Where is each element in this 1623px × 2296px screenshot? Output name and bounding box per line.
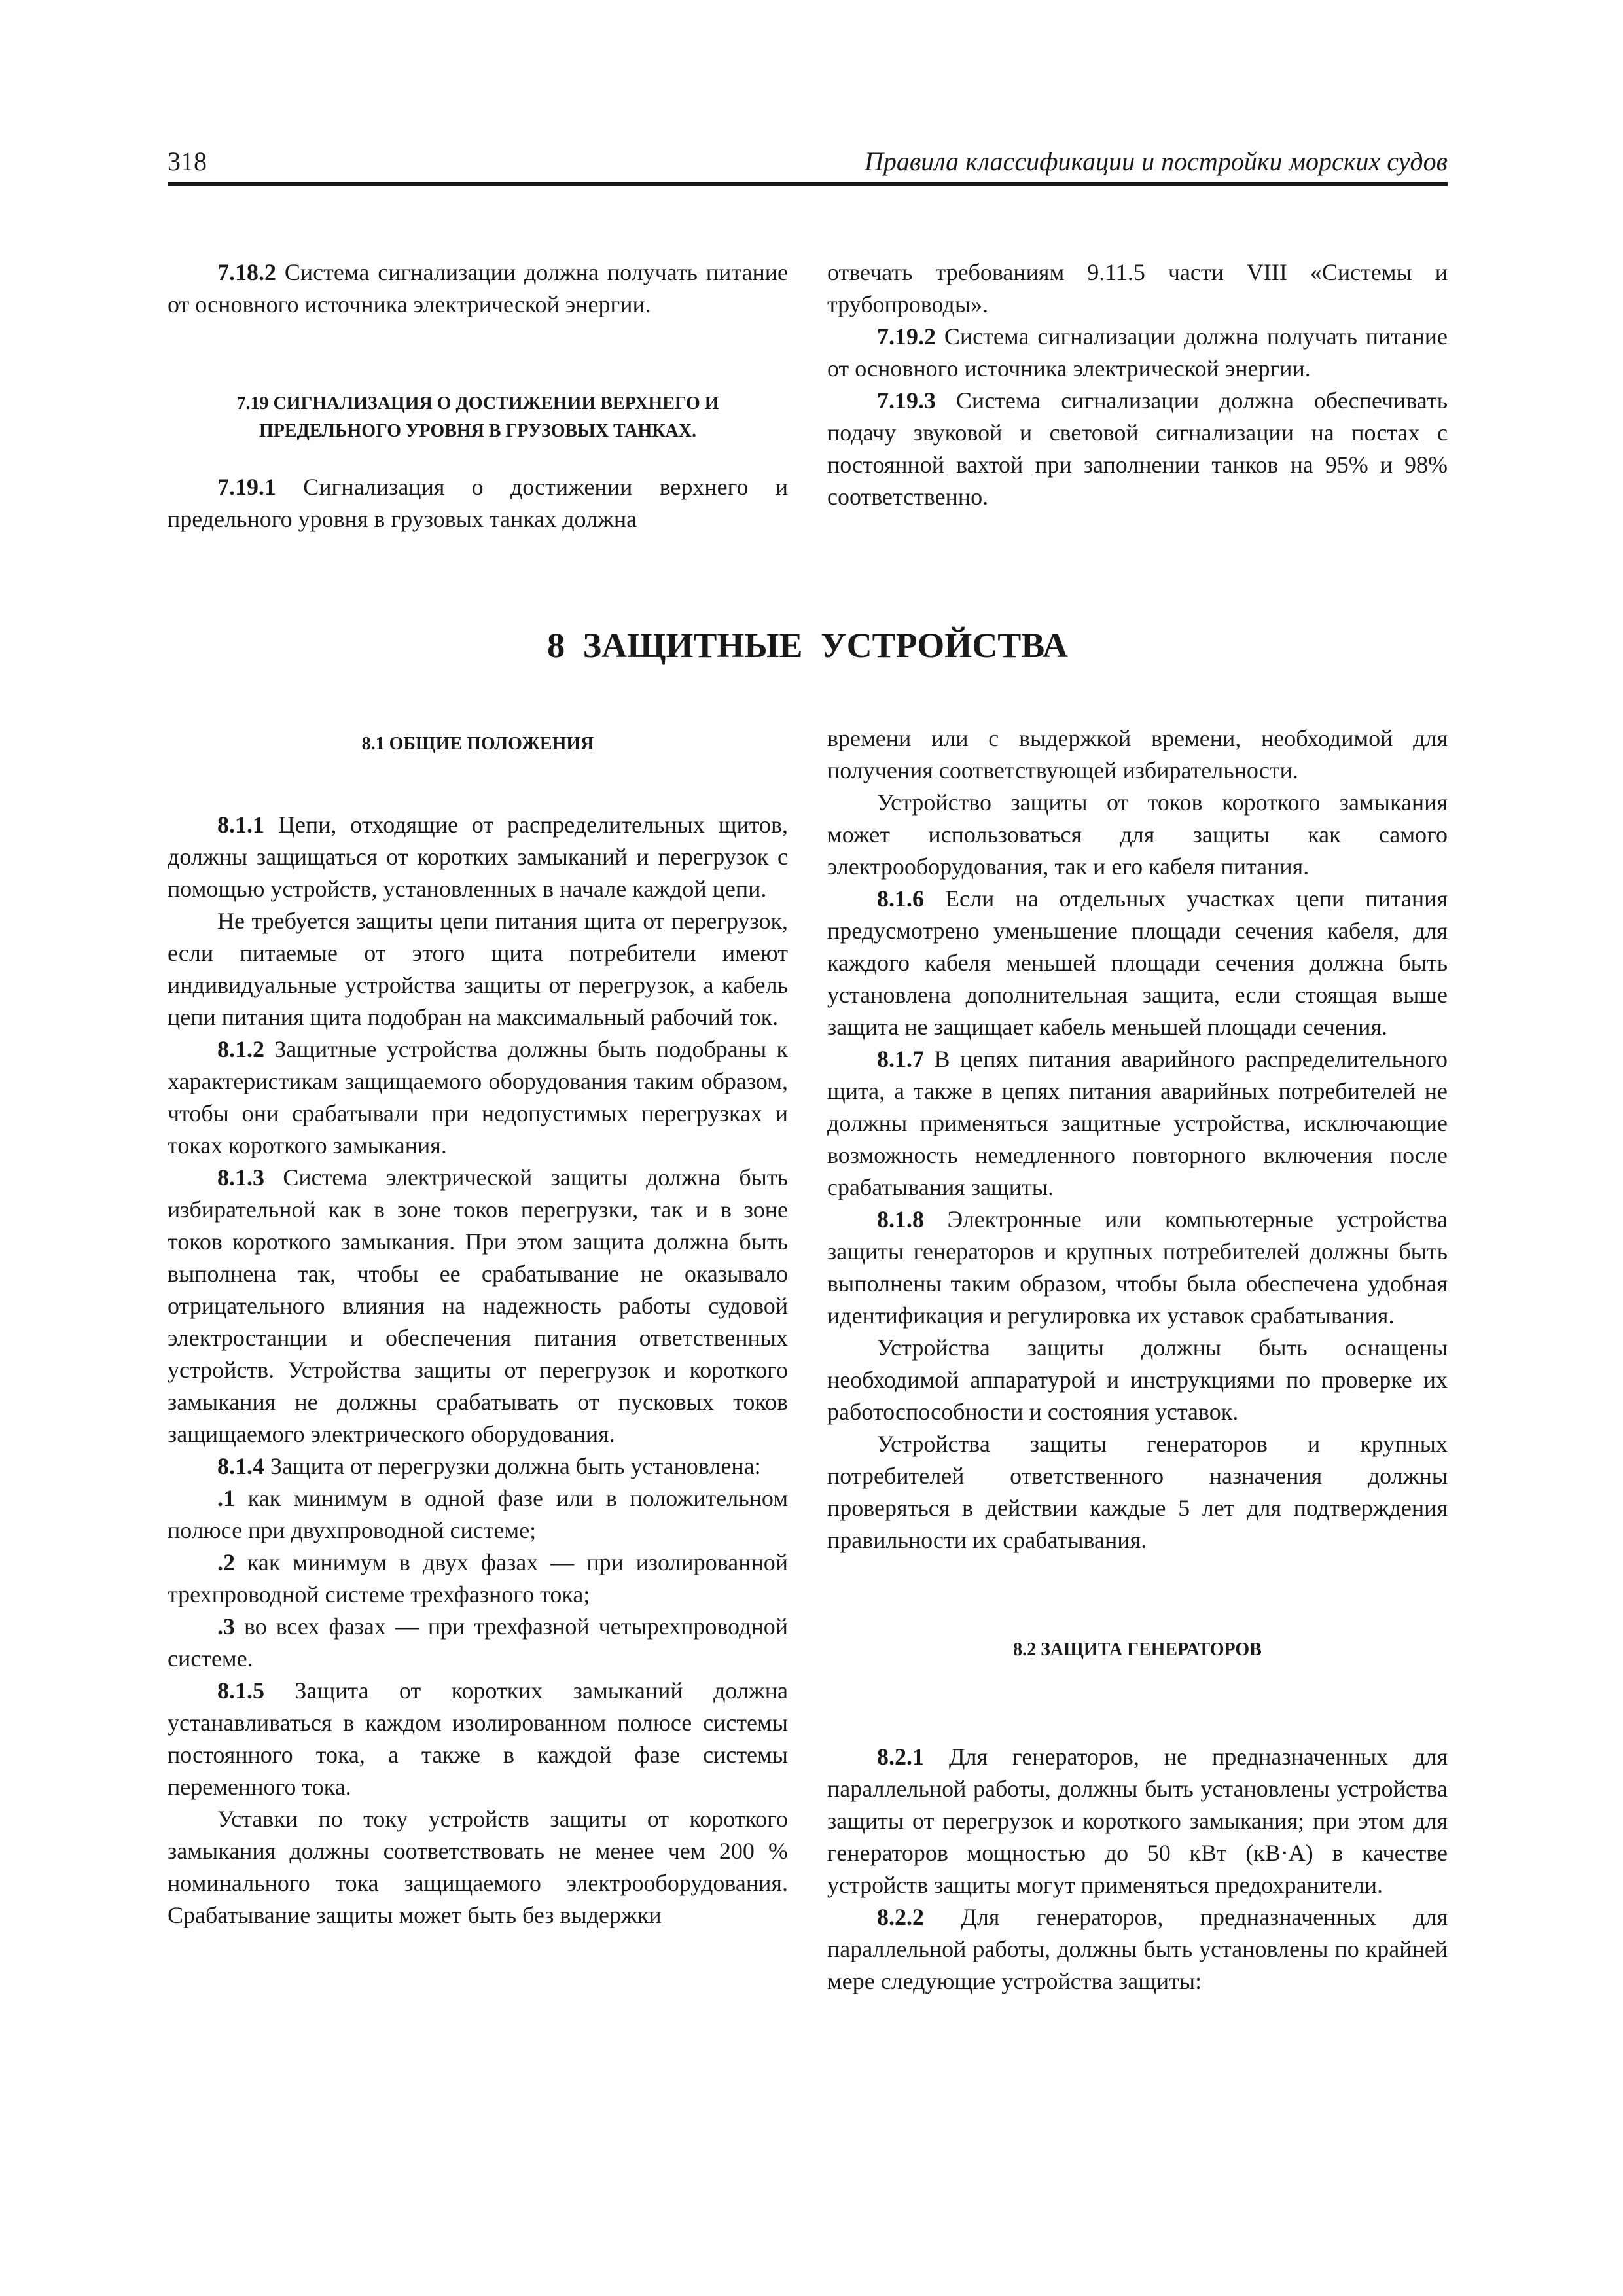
paragraph-7-18-2: 7.18.2 Система сигнализации должна получать питание от основного источника электрической энергии. bbox=[168, 259, 788, 317]
list-item-3: .3 во всех фазах — при трехфазной четырехпроводной системе. bbox=[168, 1613, 788, 1672]
paragraph-8-1-5-settings: Уставки по току устройств защиты от короткого замыкания должны соответствовать не менее чем 200 % номинального тока защищаемого электрооборудования. Срабатывание защиты может быть без выдержки bbox=[168, 1806, 788, 1928]
section-heading-7-19: 7.19 СИГНАЛИЗАЦИЯ О ДОСТИЖЕНИИ ВЕРХНЕГО И ПРЕДЕЛЬНОГО УРОВНЯ В ГРУЗОВЫХ ТАНКАХ. bbox=[236, 393, 719, 441]
paragraph-8-1-3: 8.1.3 Система электрической защиты должна быть избирательной как в зоне токов перегрузки, так и в зоне токов короткого замыкания. При этом защита должна быть выполнена так, чтобы ее срабатывание не оказывало отрицательного влияния на надежность работы судовой электростанции и обеспечения питания ответственных устройств. Устройства защиты от перегрузок и короткого замыкания не должны срабатывать от пусковых токов защищаемого электрического оборудования. bbox=[168, 1164, 788, 1447]
paragraph-8-2-1: 8.2.1 Для генераторов, не предназначенных для параллельной работы, должны быть установлены устройства защиты от перегрузок и короткого замыкания; при этом для генераторов мощностью до 50 кВт (кВ·А) в качестве устройств защиты могут применяться предохранители. bbox=[827, 1744, 1448, 1898]
list-item-2: .2 как минимум в двух фазах — при изолированной трехпроводной системе трехфазного тока; bbox=[168, 1549, 788, 1607]
main-right-column bbox=[827, 723, 1448, 1998]
paragraph-7-19-1: 7.19.1 Сигнализация о достижении верхнего и предельного уровня в грузовых танках должна bbox=[168, 474, 788, 532]
paragraph-8-1-1-note: Не требуется защиты цепи питания щита от перегрузок, если питаемые от этого щита потребители имеют индивидуальные устройства защиты от перегрузок, а кабель цепи питания щита подобран на максимальный рабочий ток. bbox=[168, 908, 788, 1030]
paragraph-8-2-2: 8.2.2 Для генераторов, предназначенных для параллельной работы, должны быть установлены по крайней мере следующие устройства защиты: bbox=[827, 1904, 1448, 1994]
page-number: 318 bbox=[168, 147, 207, 176]
paragraph-7-19-2: 7.19.2 Система сигнализации должна получать питание от основного источника электрической энергии. bbox=[827, 323, 1448, 382]
section-heading-8-1: 8.1 ОБЩИЕ ПОЛОЖЕНИЯ bbox=[361, 734, 594, 754]
paragraph-7-19-3: 7.19.3 Система сигнализации должна обеспечивать подачу звуковой и световой сигнализации на постах с постоянной вахтой при заполнении танков на 95% и 98% соответственно. bbox=[827, 387, 1448, 510]
paragraph-8-1-1: 8.1.1 Цепи, отходящие от распределительных щитов, должны защищаться от коротких замыканий и перегрузок с помощью устройств, установленных в начале каждой цепи. bbox=[168, 812, 788, 902]
paragraph-equipment: Устройства защиты должны быть оснащены необходимой аппаратурой и инструкциями по проверке их работоспособности и состояния уставок. bbox=[827, 1335, 1448, 1425]
paragraph-7-19-1-continued: отвечать требованиям 9.11.5 части VIII «Системы и трубопроводы». bbox=[827, 259, 1448, 317]
paragraph-8-1-2: 8.1.2 Защитные устройства должны быть подобраны к характеристикам защищаемого оборудования таким образом, чтобы они срабатывали при недопустимых перегрузках и токах короткого замыкания. bbox=[168, 1036, 788, 1158]
running-title: Правила классификации и постройки морских судов bbox=[864, 147, 1448, 176]
top-left-column bbox=[168, 257, 788, 535]
chapter-title: 8 ЗАЩИТНЫЕ УСТРОЙСТВА bbox=[547, 626, 1068, 665]
main-left-column bbox=[168, 723, 788, 1931]
paragraph-8-1-5: 8.1.5 Защита от коротких замыканий должна устанавливаться в каждом изолированном полюсе системы постоянного тока, а также в каждой фазе системы переменного тока. bbox=[168, 1677, 788, 1800]
top-right-column bbox=[827, 257, 1448, 513]
paragraph-8-1-5-continued: времени или с выдержкой времени, необходимой для получения соответствующей избирательности. bbox=[827, 725, 1448, 783]
paragraph-8-1-6: 8.1.6 Если на отдельных участках цепи питания предусмотрено уменьшение площади сечения кабеля, для каждого кабеля меньшей площади сечения должна быть установлена дополнительная защита, если стоящая выше защита не защищает кабель меньшей площади сечения. bbox=[827, 886, 1448, 1040]
paragraph-testing: Устройства защиты генераторов и крупных потребителей ответственного назначения должны проверяться в действии каждые 5 лет для подтверждения правильности их срабатывания. bbox=[827, 1431, 1448, 1553]
paragraph-8-1-8: 8.1.8 Электронные или компьютерные устройства защиты генераторов и крупных потребителей должны быть выполнены таким образом, чтобы была обеспечена удобная идентификация и регулировка их уставок срабатывания. bbox=[827, 1206, 1448, 1329]
paragraph-short-circuit-device: Устройство защиты от токов короткого замыкания может использоваться для защиты как самого электрооборудования, так и его кабеля питания. bbox=[827, 789, 1448, 880]
paragraph-8-1-7: 8.1.7 В цепях питания аварийного распределительного щита, а также в цепях питания аварийных потребителей не должны применяться защитные устройства, исключающие возможность немедленного повторного включения после срабатывания защиты. bbox=[827, 1046, 1448, 1200]
list-item-1: .1 как минимум в одной фазе или в положительном полюсе при двухпроводной системе; bbox=[168, 1485, 788, 1543]
page-header bbox=[168, 145, 1448, 186]
section-heading-8-2: 8.2 ЗАЩИТА ГЕНЕРАТОРОВ bbox=[1013, 1640, 1262, 1660]
paragraph-8-1-4: 8.1.4 Защита от перегрузки должна быть установлена: bbox=[217, 1453, 761, 1479]
